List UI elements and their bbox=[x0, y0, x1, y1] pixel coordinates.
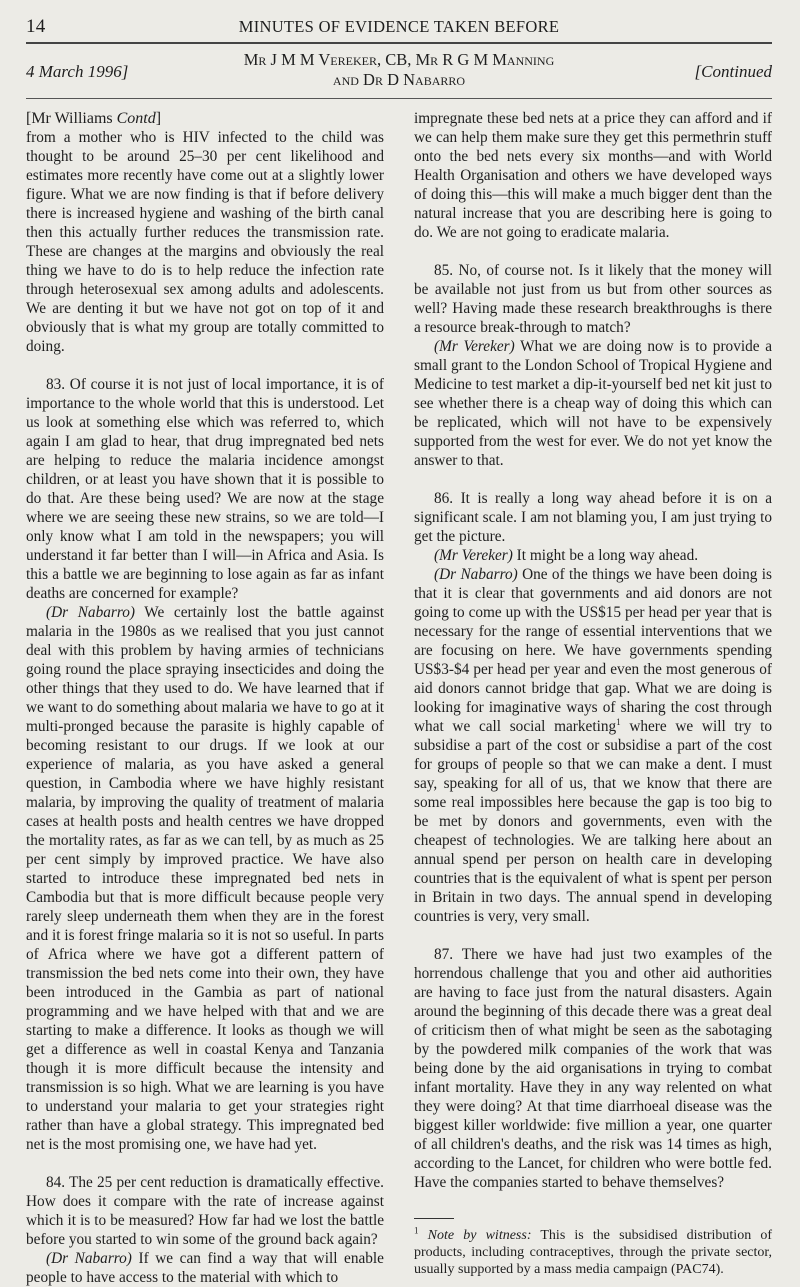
answer-paragraph: (Dr Nabarro) We certainly lost the battle against malaria in the 1980s as we realised that you just cannot deal with this problem by having armies of technicians going round the place spraying insecticides and doing the other things that they used to do. We have learned that if we want to do something about malaria we have to go at it multi-pronged because the parasite is highly capable of becoming resistant to our drugs. If we look at our experience of malaria, as you have asked a general question, in Cambodia where we have highly resistant malaria, by improving the quality of treatment of malaria cases at health posts and health centres we have dropped the mortality rates, as far as we can tell, by as much as 25 per cent simply by improved practice. We have also started to introduce these impregnated bed nets in Cambodia but that is more difficult because people very rarely sleep underneath them when they are in the forest and it is forest fringe malaria so it is not so useful. In parts of Africa where we have got a different pattern of transmission the bed nets come into their own, they have been introduced in the Gambia as part of national programming and we have helped with that and we are starting to make a difference. It looks as though we will get a difference as well in coastal Kenya and Tanzania though it is more difficult because the intensity and transmission is so high. What we are learning is you have to understand your malaria to get your strategies right rather than have a global strategy. This impregnated bed net is the most promising one, we have had yet. bbox=[26, 604, 384, 1153]
continued-label: [Continued bbox=[694, 62, 772, 81]
running-head bbox=[26, 14, 772, 38]
top-rule bbox=[26, 42, 772, 44]
section-label: [Mr Williams Contd] bbox=[26, 110, 162, 127]
header-rule bbox=[26, 98, 772, 99]
session-date: 4 March 1996] bbox=[26, 62, 129, 81]
paragraph: from a mother who is HIV infected to the child was thought to be around 25–30 per cent likelihood and estimates more recently have come out at a slightly lower figure. What we are now finding is that if before delivery there is increased hygiene and washing of the birth canal then this actually further reduces the transmission rate. These are changes at the margins and obviously the real thing we have to do is to help reduce the infection rate through heterosexual sex among adults and adolescents. We are denting it but we have not got on top of it and obviously that is what my group are totally committed to doing. bbox=[26, 129, 384, 355]
speaker-name: (Dr Nabarro) bbox=[46, 1250, 132, 1267]
speaker-name: (Dr Nabarro) bbox=[434, 566, 518, 583]
answer-paragraph: (Mr Vereker) What we are doing now is to provide a small grant to the London School of Tropical Hygiene and Medicine to test market a dip-it-yourself bed net kit just to see whether there is a cheap way of doing this which can be replicated, which will not have to be expensively supported from the west for ever. We do not yet know the answer to that. bbox=[414, 338, 772, 469]
question-86: 86. It is really a long way ahead before it is on a significant scale. I am not blaming you, I am just trying to get the picture. bbox=[414, 490, 772, 545]
question-85: 85. No, of course not. Is it likely that the money will be available not just from us but from other sources as well? Having made these research breakthroughs is there a resource break-through to match? bbox=[414, 262, 772, 336]
question-84: 84. The 25 per cent reduction is dramatically effective. How does it compare with the rate of increase against which it is to be measured? How far had we lost the battle before you started to win some of the ground back again? bbox=[26, 1174, 384, 1248]
page-number: 14 bbox=[26, 16, 46, 37]
answer-paragraph: (Dr Nabarro) One of the things we have been doing is that it is clear that governments and aid donors are not going to come up with the US$15 per head per year that is necessary for the range of essential interventions that we are focusing on here. We have governments spending US$3-$4 per head per year and even the most generous of aid donors cannot bridge that gap. What we are doing is looking for imaginative ways of sharing the cost through what we call social marketing$^1$ where we will try to subsidise a part of the cost or subsidise a part of the cost for groups of people so that we can make a dent. I must say, speaking for all of us, that we know that there are some real impossibles here because the gap is too big to be met by donors and governments, even with the cheapest of technologies. We are talking here about an annual spend per person on health care in developing countries that is the equivalent of what is spent per person in Britain in two days. The annual spend in developing countries is very, very small. bbox=[414, 566, 772, 925]
answer-paragraph: (Mr Vereker) It might be a long way ahead. bbox=[434, 547, 699, 564]
footnote: $^1$ Note by witness: This is the subsidised distribution of products, including contraceptives, through the private sector, usually supported by a mass media campaign (PAC74). bbox=[414, 1225, 772, 1277]
footnote-reference: 1 bbox=[616, 716, 621, 727]
question-83: 83. Of course it is not just of local importance, it is of importance to the whole world that this is understood. Let us look at something else which was referred to, which again I am glad to hear, that drug impregnated bed nets are helping to reduce the malaria incidence amongst children, or at least you have shown that it is possible to do that. Are these being used? We are now at the stage where we are seeing these new strains, so we are told—I only know what I am told in the newspapers; you will understand it far better than I will—in Africa and Asia. Is this a battle we are beginning to lose again as far as infant deaths are concerned for example? bbox=[26, 376, 384, 602]
speaker-name: (Mr Vereker) bbox=[434, 338, 515, 355]
text-columns bbox=[26, 109, 772, 1287]
answer-paragraph: (Dr Nabarro) If we can find a way that will enable people to have access to the material with which to bbox=[26, 1250, 384, 1286]
footnote-rule bbox=[414, 1218, 454, 1219]
left-column bbox=[26, 109, 384, 1287]
speaker-name: (Mr Vereker) bbox=[434, 547, 513, 564]
witness-names-line-2: and Dr D Nabarro bbox=[332, 70, 466, 89]
right-column bbox=[414, 109, 772, 1287]
speaker-name: (Dr Nabarro) bbox=[46, 604, 135, 621]
running-title: MINUTES OF EVIDENCE TAKEN BEFORE bbox=[238, 17, 560, 36]
footnote-marker: 1 bbox=[414, 1225, 419, 1236]
paragraph: impregnate these bed nets at a price they can afford and if we can help them make sure they get this permethrin stuff onto the bed nets every six months—and with World Health Organisation and others we have developed ways of doing this—this will make a much bigger dent than the natural increase that you are describing here is going to do. We are not going to eradicate malaria. bbox=[414, 110, 772, 241]
witness-names bbox=[26, 50, 772, 90]
witness-header bbox=[26, 50, 772, 94]
question-87: 87. There we have had just two examples of the horrendous challenge that you and other aid authorities are having to face just from the natural disasters. Again around the beginning of this decade there was a great deal of criticism then of what might be seen as the sabotaging by the powdered milk companies of the work that was being done by the aid organisations in trying to combat infant mortality. Have they in any way relented on what they were doing? At that time diarrhoeal disease was the biggest killer worldwide: five million a year, one quarter of all children's deaths, and the risk was 14 times as high, according to the Lancet, for children who were bottle fed. Have the companies started to behave themselves? bbox=[414, 946, 772, 1191]
witness-names-line-1: Mr J M M Vereker, CB, Mr R G M Manning bbox=[243, 50, 555, 69]
